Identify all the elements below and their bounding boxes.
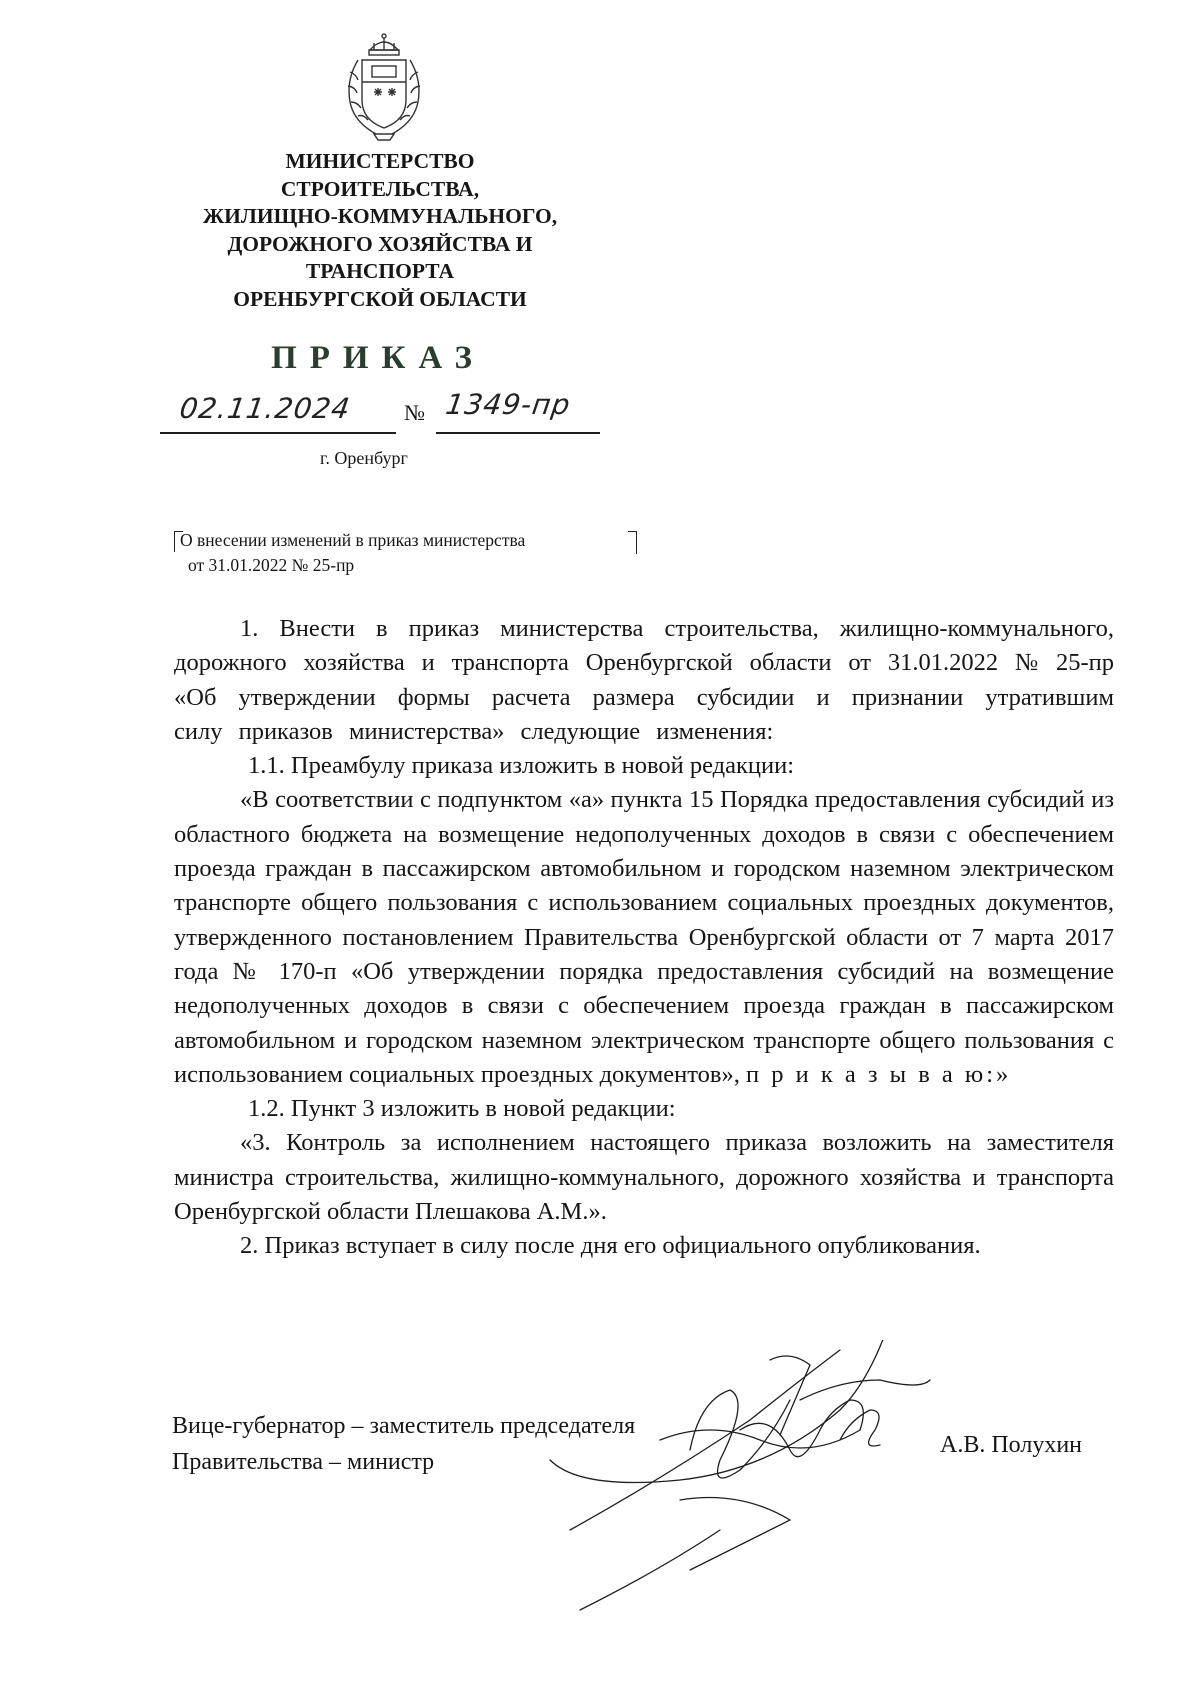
order-number: 1349-пр	[443, 388, 573, 421]
ministry-line: ОРЕНБУРГСКОЙ ОБЛАСТИ	[233, 286, 527, 311]
paragraph-1: 1. Внести в приказ министерства строительства, жилищно-коммунального, дорожного хозяйства и транспорта Оренбургской области от 31.01.2022 № 25-пр «Об утверждении формы расчета размера субсидии и признании утратившим силу приказов министерства» следующие изменения:	[174, 615, 1114, 745]
ministry-line: ТРАНСПОРТА	[305, 259, 455, 283]
ministry-line: ДОРОЖНОГО ХОЗЯЙСТВА И	[227, 231, 533, 256]
paragraph-1-2-text: «3. Контроль за исполнением настоящего приказа возложить на заместителя министра строительства, жилищно-коммунального, дорожного хозяйства и транспорта Оренбургской области Плешакова А.М.».	[174, 1129, 1114, 1226]
subject-line: от 31.01.2022 № 25-пр	[188, 555, 355, 575]
signer-position-line: Вице-губернатор – заместитель председателя	[172, 1413, 636, 1439]
preamble-tail: п р и к а з ы в а ю:»	[745, 1060, 1012, 1088]
paragraph-1-2: 1.2. Пункт 3 изложить в новой редакции:	[248, 1095, 676, 1123]
handwritten-signature-icon	[540, 1340, 980, 1620]
subject-bracket-right	[628, 531, 637, 554]
ministry-line: СТРОИТЕЛЬСТВА,	[280, 176, 480, 201]
city: г. Оренбург	[320, 448, 408, 468]
paragraph-1-1: 1.1. Преамбулу приказа изложить в новой редакции:	[248, 752, 795, 780]
signer-name: А.В. Полухин	[940, 1432, 1083, 1458]
preamble-text: «В соответствии с подпунктом «а» пункта 15 Порядка предоставления субсидий из областного бюджета на возмещение недополученных доходов в связи с обеспечением проезда граждан в пассажирском автомобильном и городском наземном электрическом транспорте общего пользования с использованием социальных проездных документов, утвержденного постановлением Правительства Оренбургской области от 7 марта 2017 года № 170-п «Об утверждении порядка предоставления субсидий на возмещение недополученных доходов в связи с обеспечением проезда граждан в пассажирском автомобильном и городском наземном электрическом транспорте общего пользования с использованием социальных проездных документов»,	[174, 786, 1114, 1088]
ministry-name	[160, 148, 600, 313]
coat-of-arms-icon	[336, 30, 432, 142]
date-underline	[160, 432, 396, 434]
ministry-line: ЖИЛИЩНО-КОММУНАЛЬНОГО,	[202, 204, 558, 228]
signer-position-line: Правительства – министр	[172, 1449, 435, 1475]
number-sign: №	[404, 400, 425, 425]
paragraph-1-1-text	[174, 783, 1114, 1092]
order-body	[174, 612, 1114, 1264]
paragraph-2: 2. Приказ вступает в силу после дня его официального опубликования.	[240, 1232, 981, 1260]
number-underline	[436, 432, 600, 434]
order-title: ПРИКАЗ	[271, 340, 485, 376]
order-date: 02.11.2024	[177, 392, 353, 425]
subject-line: О внесении изменений в приказ министерства	[180, 530, 526, 550]
ministry-line: МИНИСТЕРСТВО	[285, 149, 475, 173]
